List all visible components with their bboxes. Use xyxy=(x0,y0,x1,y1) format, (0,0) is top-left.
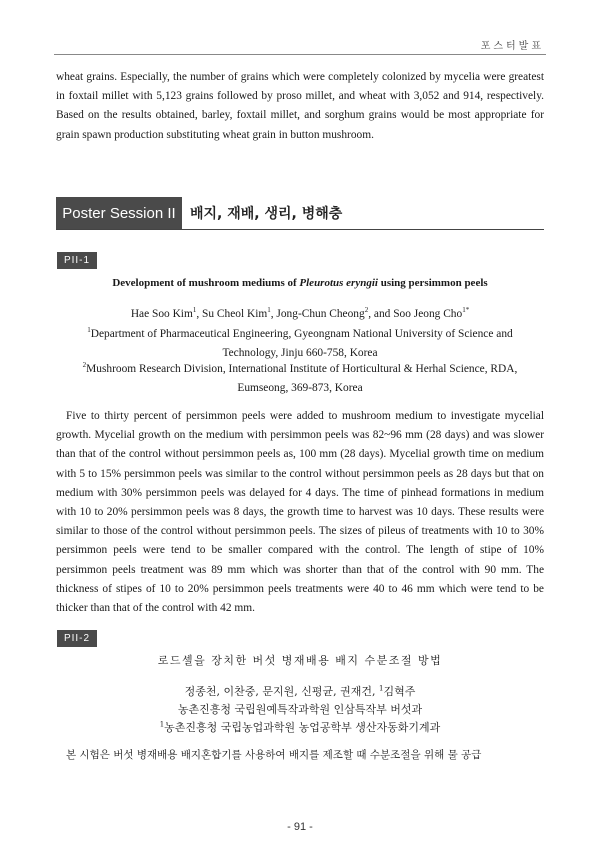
author-separator: , xyxy=(270,308,277,320)
p2-title: 로드셀을 장치한 버섯 병재배용 배지 수분조절 방법 xyxy=(157,654,443,667)
poster-tag-p2: PII-2 xyxy=(57,630,97,647)
author-name: Soo Jeong Cho xyxy=(393,308,463,320)
affil-text: Department of Pharmaceutical Engineering, Gyeongnam National University of Science and xyxy=(90,328,513,340)
author-affil-sup: 1 xyxy=(192,306,197,315)
author-name: Jong-Chun Cheong xyxy=(276,308,365,320)
p1-abstract: Five to thirty percent of persimmon peels were added to mushroom medium to investigate mycelial growth. Mycelial growth on the medium with persimmon peels was 82~96 mm (28 days) and was slower than that of the control without persimmon peels as, 100 mm (28 days). Mycelial growth time on medium with 5 to 15% persimmon peels was similar to the control without persimmon peels as 28 days but that on medium with 30% persimmon peels was delayed for 4 days. The time of pinhead formations in medium with 10 to 20% persimmon peels was 8 days, the growth time to harvest was 10 days. These results were similar to those of the control without persimmon peels. The sizes of pileus of treatments with 10 to 30% persimmon peels were tend to be smaller compared with the control. The length of stipe of 10% persimmon peels treatment was 89 mm which was shorter than that of the control with 90 mm. The thickness of stipes of 10 to 20% persimmon peels treatments were 40 to 46 mm which were tend to be thicker than that of the control with 42 mm. xyxy=(56,410,544,615)
author-name: Hae Soo Kim xyxy=(130,308,193,320)
p1-title-suffix: using persimmon peels xyxy=(377,277,488,289)
session-title: 배지, 재배, 생리, 병해충 xyxy=(190,206,343,222)
session-banner xyxy=(56,197,544,230)
affil-text: Technology, Jinju 660-758, Korea xyxy=(222,347,378,359)
author-name: Su Cheol Kim xyxy=(202,308,268,320)
session-tag: Poster Session II xyxy=(56,197,182,229)
author-affil-sup: 1 xyxy=(379,684,384,693)
author-affil-sup: 1 xyxy=(267,306,271,315)
affil-text: Eumseong, 369-873, Korea xyxy=(237,382,363,394)
p2-affiliation-1: 농촌진흥청 국립원예특작과학원 인삼특작부 버섯과 xyxy=(177,703,423,716)
header-rule xyxy=(54,54,546,55)
affil-text: Mushroom Research Division, International Institute of Horticultural & Herhal Science, RDA, xyxy=(86,363,518,375)
author-affil-sup: 1* xyxy=(462,306,470,315)
author-separator: , and xyxy=(368,308,394,320)
affil-text: 농촌진흥청 국립농업과학원 농업공학부 생산자동화기계과 xyxy=(164,721,441,734)
running-header-label: 포스터발표 xyxy=(480,41,544,52)
page-number: - 91 - xyxy=(287,821,313,833)
p1-title-species: Pleurotus eryngii xyxy=(299,277,378,289)
p1-title xyxy=(56,274,544,293)
p2-authors-main: 정종천, 이찬중, 문지원, 신평균, 권재건, xyxy=(184,685,379,698)
affil-sup: 2 xyxy=(82,361,87,370)
poster-tag-p1: PII-1 xyxy=(57,252,97,269)
p1-title-prefix: Development of mushroom mediums of xyxy=(112,277,300,289)
affil-sup: 1 xyxy=(87,326,91,335)
p2-affiliation-2 xyxy=(56,718,544,737)
p2-abstract-start: 본 시험은 버섯 병재배용 배지혼합기를 사용하여 배지를 제조할 때 수분조절을 위해 물 공급 xyxy=(66,749,482,761)
p2-authors-last: 김혁주 xyxy=(383,685,416,698)
affil-sup: 1 xyxy=(159,720,165,729)
p1-authors xyxy=(56,305,544,324)
previous-abstract-text: wheat grains. Especially, the number of grains which were completely colonized by mycelia were greatest in foxtail millet with 5,123 grains followed by proso millet, and wheat with 3,052 and 914, respectively. Based on the results obtained, barley, foxtail millet, and sorghum grains would be most appropriate for grain spawn production substituting wheat grain in button mushroom. xyxy=(56,71,544,141)
author-separator: , xyxy=(196,308,203,320)
p2-authors xyxy=(56,682,544,701)
p1-affiliation-1 xyxy=(56,325,544,363)
p1-affiliation-2 xyxy=(56,360,544,398)
author-affil-sup: 2 xyxy=(364,306,369,315)
